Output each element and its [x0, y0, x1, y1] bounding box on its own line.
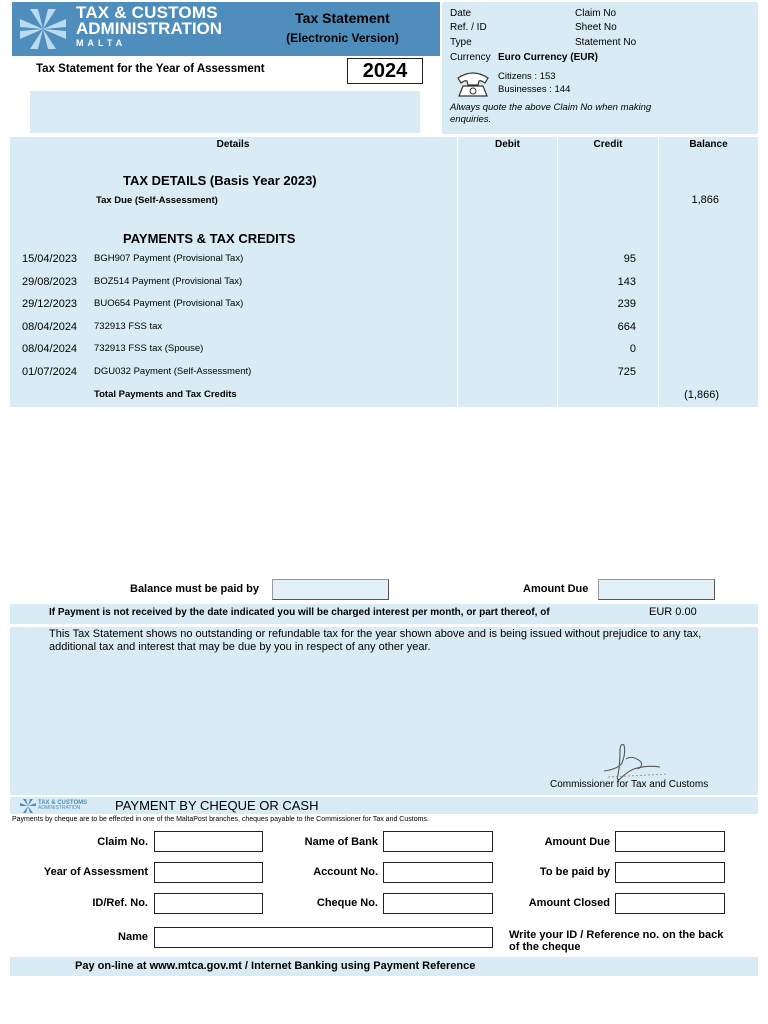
row-desc: BGH907 Payment (Provisional Tax) [94, 253, 244, 264]
row-date: 08/04/2024 [22, 343, 78, 355]
cheque-back-note: Write your ID / Reference no. on the back of the cheque [509, 929, 724, 953]
row-desc: DGU032 Payment (Self-Assessment) [94, 366, 252, 377]
statement-no-label: Statement No [575, 37, 637, 48]
year-of-assessment-label: Tax Statement for the Year of Assessment [36, 63, 265, 75]
amount-due-field [598, 579, 715, 600]
col-header-details: Details [216, 139, 250, 150]
row-date: 29/12/2023 [22, 298, 78, 310]
row-desc: BOZ514 Payment (Provisional Tax) [94, 276, 243, 287]
statement-subtitle: (Electronic Version) [286, 31, 399, 45]
row-credit: 725 [617, 366, 636, 378]
interest-note: If Payment is not received by the date indicated you will be charged interest per month, or part thereof, of [49, 607, 550, 618]
claim-no-input[interactable] [154, 831, 263, 852]
payments-heading: PAYMENTS & TAX CREDITS [123, 231, 296, 246]
row-credit: 0 [629, 343, 636, 355]
row-date: 15/04/2023 [22, 253, 78, 265]
commissioner-signature [598, 741, 688, 783]
balance-paid-by-field [272, 579, 389, 600]
row-date: 08/04/2024 [22, 321, 78, 333]
mini-maltese-cross-icon [20, 799, 36, 813]
claim-no-label: Claim No [575, 8, 617, 19]
agency-name-line2: ADMINISTRATION [76, 19, 223, 38]
interest-value: EUR 0.00 [649, 606, 697, 618]
mini-logo-text-line1: TAX & CUSTOMS [38, 800, 88, 806]
slip-amount-due-input[interactable] [615, 831, 725, 852]
to-be-paid-by-input[interactable] [615, 862, 725, 883]
column-divider [658, 137, 659, 407]
account-no-input[interactable] [383, 862, 493, 883]
amount-closed-label: Amount Closed [528, 897, 610, 909]
name-of-bank-input[interactable] [383, 831, 493, 852]
claim-quote-note: Always quote the above Claim No when making enquiries. [450, 102, 652, 125]
id-ref-input[interactable] [154, 893, 263, 914]
amount-due-label: Amount Due [523, 583, 589, 595]
row-date: 29/08/2023 [22, 276, 78, 288]
currency-value: Euro Currency (EUR) [498, 52, 599, 63]
row-desc: 732913 FSS tax (Spouse) [94, 343, 204, 354]
row-credit: 239 [617, 298, 636, 310]
citizens-phone: Citizens : 153 [498, 71, 556, 82]
telephone-icon [454, 68, 492, 98]
maltese-cross-icon [16, 5, 70, 53]
tax-due-balance: 1,866 [691, 194, 719, 206]
online-payment-note: Pay on-line at www.mtca.gov.mt / Internet Banking using Payment Reference [75, 960, 476, 972]
cheque-no-label: Cheque No. [316, 897, 378, 909]
businesses-phone: Businesses : 144 [498, 84, 571, 95]
cheque-no-input[interactable] [383, 893, 493, 914]
sheet-no-label: Sheet No [575, 22, 617, 33]
tax-due-label: Tax Due (Self-Assessment) [96, 195, 218, 206]
id-ref-label: ID/Ref. No. [92, 897, 148, 909]
agency-name-line1: TAX & CUSTOMS [76, 3, 218, 22]
name-of-bank-label: Name of Bank [304, 836, 378, 848]
agency-name-line3: MALTA [76, 38, 127, 48]
total-payments-balance: (1,866) [684, 389, 719, 401]
column-divider [557, 137, 558, 407]
row-credit: 143 [617, 276, 636, 288]
mini-logo-text-line2: ADMINISTRATION [38, 805, 81, 811]
commissioner-label: Commissioner for Tax and Customs [550, 779, 709, 790]
date-label: Date [450, 8, 472, 19]
col-header-balance: Balance [689, 139, 728, 150]
name-label: Name [118, 931, 148, 943]
year-of-assessment-input[interactable] [154, 862, 263, 883]
account-no-label: Account No. [313, 866, 378, 878]
year-of-assessment-value: 2024 [347, 58, 423, 84]
type-label: Type [450, 37, 472, 48]
row-desc: BUO654 Payment (Provisional Tax) [94, 298, 244, 309]
year-of-assessment-label: Year of Assessment [43, 866, 148, 878]
slip-amount-due-label: Amount Due [544, 836, 610, 848]
name-input[interactable] [154, 927, 493, 948]
column-divider [457, 137, 458, 407]
currency-label: Currency [450, 52, 491, 63]
col-header-credit: Credit [593, 139, 623, 150]
payment-slip-note: Payments by cheque are to be effected in one of the MaltaPost branches, cheques payable to the Commissioner for Tax and Customs. [12, 816, 429, 823]
total-payments-label: Total Payments and Tax Credits [94, 389, 237, 400]
address-box [30, 91, 420, 133]
col-header-debit: Debit [495, 139, 520, 150]
balance-paid-by-label: Balance must be paid by [130, 583, 259, 595]
to-be-paid-by-label: To be paid by [539, 866, 610, 878]
claim-no-label: Claim No. [97, 836, 148, 848]
row-desc: 732913 FSS tax [94, 321, 163, 332]
row-credit: 95 [623, 253, 636, 265]
statement-title: Tax Statement [295, 10, 390, 26]
row-credit: 664 [617, 321, 636, 333]
statement-note: This Tax Statement shows no outstanding or refundable tax for the year shown above and is being issued without prejudice to any tax, additional tax and interest that may be due by you in respect of any other year. [49, 628, 702, 653]
tax-details-heading: TAX DETAILS (Basis Year 2023) [123, 173, 317, 188]
payment-slip-title: PAYMENT BY CHEQUE OR CASH [115, 798, 319, 813]
amount-closed-input[interactable] [615, 893, 725, 914]
row-date: 01/07/2024 [22, 366, 78, 378]
ref-id-label: Ref. / ID [450, 22, 487, 33]
